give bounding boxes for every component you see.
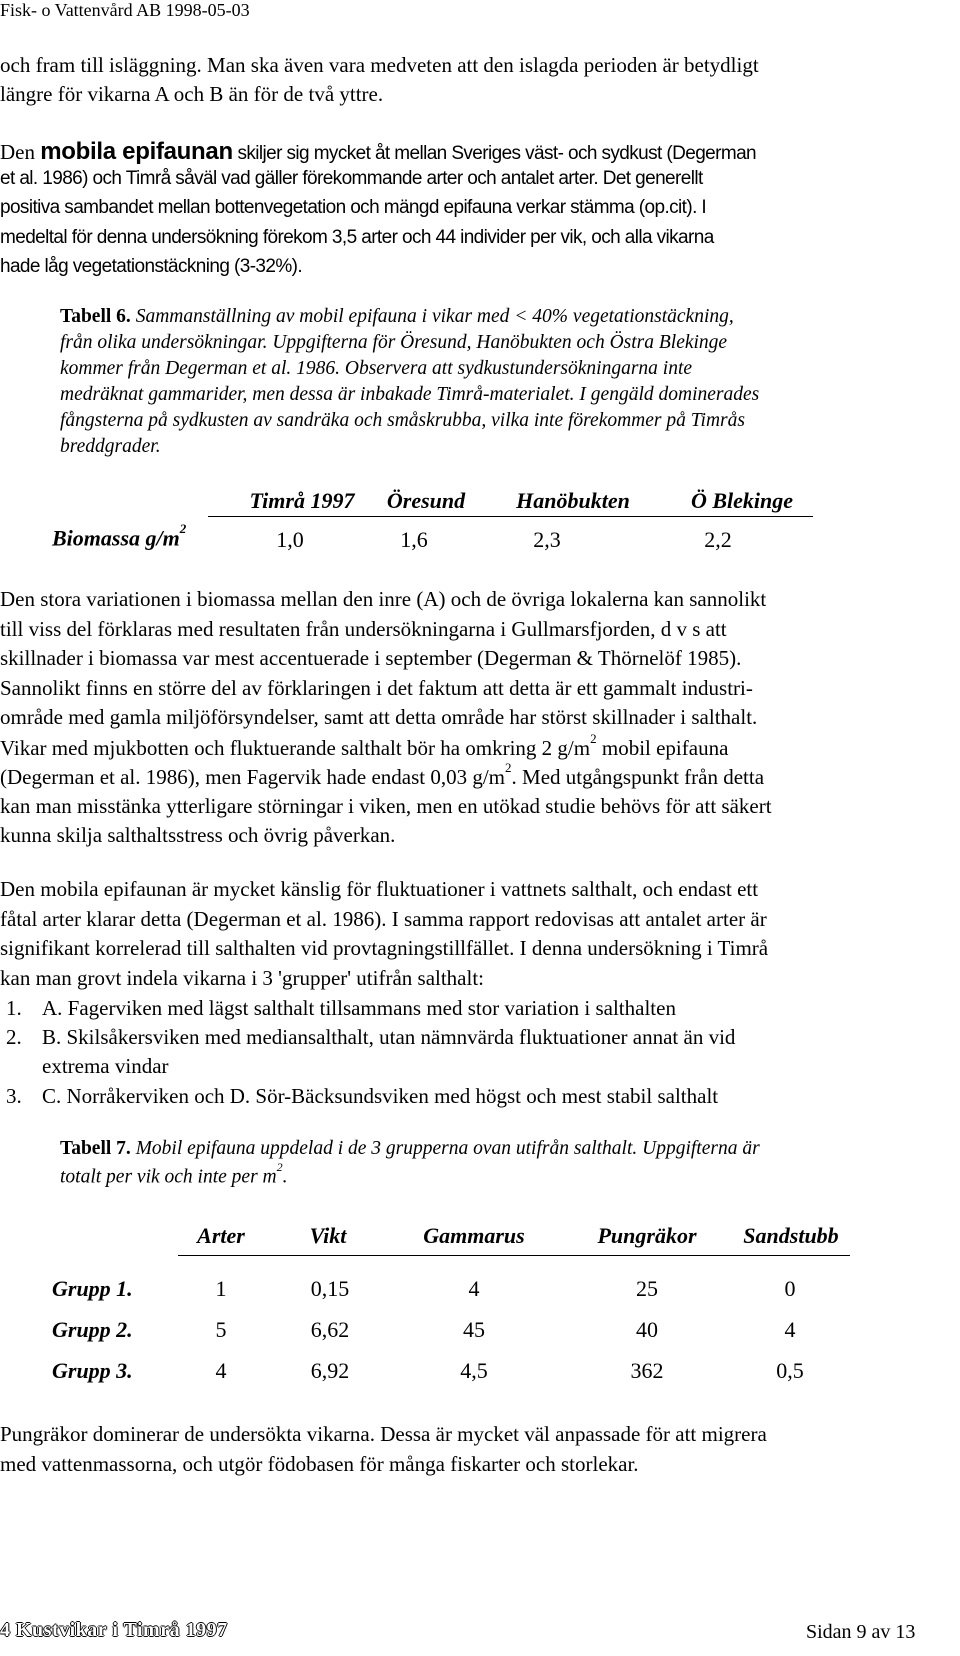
- biomassa-l6-post: mobil epifauna: [596, 736, 729, 760]
- mobila-l1-post: skiljer sig mycket åt mellan Sveriges väst- och sydkust (Degerman: [232, 143, 757, 164]
- closing-line-2: med vattenmassorna, och utgör födobasen för många fiskarter och storlekar.: [0, 1452, 639, 1476]
- tabell7-header-sandstubb: Sandstubb: [743, 1223, 839, 1248]
- mobila-line-3: positiva sambandet mellan bottenvegetation och mängd epifauna verkar stämma (op.cit). I: [0, 197, 707, 218]
- salthalt-line-2: fåtal arter klarar detta (Degerman et al. 1986). I samma rapport redovisas att antalet arter är: [0, 907, 767, 931]
- biomassa-line-2: till viss del förklaras med resultaten från undersökningarna i Gullmarsfjorden, d v s att: [0, 617, 727, 641]
- biomassa-l7-sup: 2: [505, 760, 512, 775]
- tabell7-label: Tabell 7.: [60, 1138, 131, 1159]
- tabell6-header-timra: Timrå 1997: [249, 488, 355, 513]
- tabell7-cell: 45: [463, 1317, 485, 1342]
- biomassa-line-3: skillnader i biomassa var mest accentuerade i september (Degerman & Thörnelöf 1985).: [0, 646, 742, 670]
- biomassa-l7-post: . Med utgångspunkt från detta: [511, 765, 765, 789]
- tabell7-cell: 362: [630, 1358, 664, 1383]
- tabell7-l2-pre: totalt per vik och inte per m: [60, 1166, 277, 1188]
- tabell7-header-rule: [178, 1255, 850, 1256]
- list-item-3: C. Norråkerviken och D. Sör-Bäcksundsviken med högst och mest stabil salthalt: [42, 1084, 719, 1108]
- tabell7-header-vikt: Vikt: [309, 1223, 347, 1248]
- tabell7-caption-line-1: [60, 1138, 760, 1160]
- tabell6-header-rule: [208, 516, 813, 517]
- tabell6-row-label: [52, 521, 187, 551]
- tabell6-caption-line-4: medräknat gammarider, men dessa är inbakade Timrå-materialet. I gengäld dominerades: [60, 384, 760, 405]
- tabell6-caption-line-6: breddgrader.: [60, 436, 161, 457]
- tabell6-label: Tabell 6.: [60, 306, 131, 327]
- list-item-2: B. Skilsåkersviken med mediansalthalt, utan nämnvärda fluktuationer annat än vid: [42, 1025, 736, 1049]
- tabell7-row-label-3: Grupp 3.: [52, 1358, 133, 1383]
- tabell7-header-gammarus: Gammarus: [423, 1223, 525, 1248]
- tabell6-l1: Sammanställning av mobil epifauna i vikar med < 40% vegetationstäckning,: [130, 306, 734, 327]
- list-item-num-3: 3.: [6, 1084, 22, 1108]
- tabell6-value-timra: 1,0: [276, 527, 304, 552]
- mobila-l1-pre: Den: [0, 140, 41, 164]
- tabell7-cell: 25: [636, 1276, 658, 1301]
- list-item-num-2: 2.: [6, 1025, 22, 1049]
- tabell7-cell: 4,5: [460, 1358, 488, 1383]
- tabell7-cell: 0: [784, 1276, 796, 1301]
- tabell7-header-pungrakor: Pungräkor: [597, 1223, 697, 1248]
- tabell7-cell: 40: [636, 1317, 658, 1342]
- biomassa-l6-sup: 2: [590, 731, 597, 746]
- tabell7-header-arter: Arter: [197, 1223, 245, 1248]
- biomassa-l6-pre: Vikar med mjukbotten och fluktuerande salthalt bör ha omkring 2 g/m: [0, 736, 591, 760]
- biomassa-line-8: kan man misstänka ytterligare störningar i viken, men en utökad studie behövs för att säkert: [0, 794, 772, 818]
- mobila-bold-term: mobila epifaunan: [40, 138, 233, 165]
- tabell7-cell: 4: [215, 1358, 227, 1383]
- biomassa-l7-pre: (Degerman et al. 1986), men Fagervik hade endast 0,03 g/m: [0, 765, 506, 789]
- tabell6-value-oblekinge: 2,2: [704, 527, 732, 552]
- tabell7-cell: 5: [215, 1317, 227, 1342]
- tabell7-cell: 0,5: [776, 1358, 804, 1383]
- intro-line-2: längre för vikarna A och B än för de två yttre.: [0, 82, 384, 106]
- tabell7-l1: Mobil epifauna uppdelad i de 3 grupperna ovan utifrån salthalt. Uppgifterna är: [130, 1138, 760, 1159]
- tabell6-header-oresund: Öresund: [386, 488, 466, 513]
- biomassa-line-9: kunna skilja salthaltsstress och övrig påverkan.: [0, 823, 396, 847]
- list-item-num-1: 1.: [6, 996, 22, 1020]
- tabell6-caption-line-3: kommer från Degerman et al. 1986. Observera att sydkustundersökningarna inte: [60, 358, 693, 379]
- tabell7-l2-post: .: [282, 1166, 288, 1188]
- biomassa-line-7: [0, 760, 765, 790]
- tabell6-caption-line-2: från olika undersökningar. Uppgifterna för Öresund, Hanöbukten och Östra Blekinge: [60, 332, 728, 353]
- tabell6-row-label-text: Biomassa g/m: [52, 525, 180, 551]
- page-header: Fisk- o Vattenvård AB 1998-05-03: [0, 0, 250, 20]
- intro-line-1: och fram till isläggning. Man ska även vara medveten att den islagda perioden är betydligt: [0, 53, 759, 77]
- tabell7-cell: 4: [468, 1276, 480, 1301]
- salthalt-line-3: signifikant korrelerad till salthalten vid provtagningstillfället. I denna undersökning i Timrå: [0, 936, 769, 960]
- footer-page-number: Sidan 9 av 13: [806, 1621, 916, 1643]
- tabell6-header-oblekinge: Ö Blekinge: [690, 488, 794, 513]
- tabell7-l2-sup: 2: [276, 1160, 283, 1174]
- tabell6-value-hanobukten: 2,3: [533, 527, 561, 552]
- biomassa-line-5: område med gamla miljöförsyndelser, samt att detta område har störst skillnader i salthalt.: [0, 705, 758, 729]
- tabell7-row-label-2: Grupp 2.: [52, 1317, 133, 1342]
- tabell7-cell: 6,62: [310, 1317, 350, 1342]
- tabell7-cell: 4: [784, 1317, 796, 1342]
- tabell7-cell: 1: [215, 1276, 227, 1301]
- tabell6-value-oresund: 1,6: [400, 527, 428, 552]
- salthalt-line-4: kan man grovt indela vikarna i 3 'grupper' utifrån salthalt:: [0, 966, 485, 990]
- tabell6-row-label-sup: 2: [179, 521, 187, 536]
- tabell7-cell: 6,92: [310, 1358, 350, 1383]
- footer-report-title: 4 Kustvikar i Timrå 1997: [0, 1619, 228, 1641]
- mobila-line-4: medeltal för denna undersökning förekom 3,5 arter och 44 individer per vik, och alla vikarna: [0, 227, 714, 248]
- mobila-line-1: [0, 138, 756, 166]
- mobila-line-5: hade låg vegetationstäckning (3-32%).: [0, 256, 303, 277]
- biomassa-line-1: Den stora variationen i biomassa mellan den inre (A) och de övriga lokalerna kan sannolikt: [0, 587, 767, 611]
- tabell6-caption-line-5: fångsterna på sydkusten av sandräka och småskrubba, vilka inte förekommer på Timrås: [60, 410, 745, 431]
- closing-line-1: Pungräkor dominerar de undersökta vikarna. Dessa är mycket väl anpassade för att migrera: [0, 1422, 767, 1446]
- tabell6-caption-line-1: [60, 306, 734, 328]
- tabell7-caption-line-2: [60, 1160, 288, 1189]
- tabell6-header-hanobukten: Hanöbukten: [516, 488, 630, 513]
- biomassa-line-6: [0, 731, 729, 761]
- biomassa-line-4: Sannolikt finns en större del av förklaringen i det faktum att detta är ett gammalt industri-: [0, 676, 753, 700]
- list-item-2-cont: extrema vindar: [42, 1054, 169, 1078]
- salthalt-line-1: Den mobila epifaunan är mycket känslig för fluktuationer i vattnets salthalt, och endast ett: [0, 877, 759, 901]
- mobila-line-2: et al. 1986) och Timrå såväl vad gäller förekommande arter och antalet arter. Det generellt: [0, 168, 703, 189]
- tabell7-row-label-1: Grupp 1.: [52, 1276, 133, 1301]
- tabell7-cell: 0,15: [310, 1276, 350, 1301]
- list-item-1: A. Fagerviken med lägst salthalt tillsammans med stor variation i salthalten: [42, 996, 676, 1020]
